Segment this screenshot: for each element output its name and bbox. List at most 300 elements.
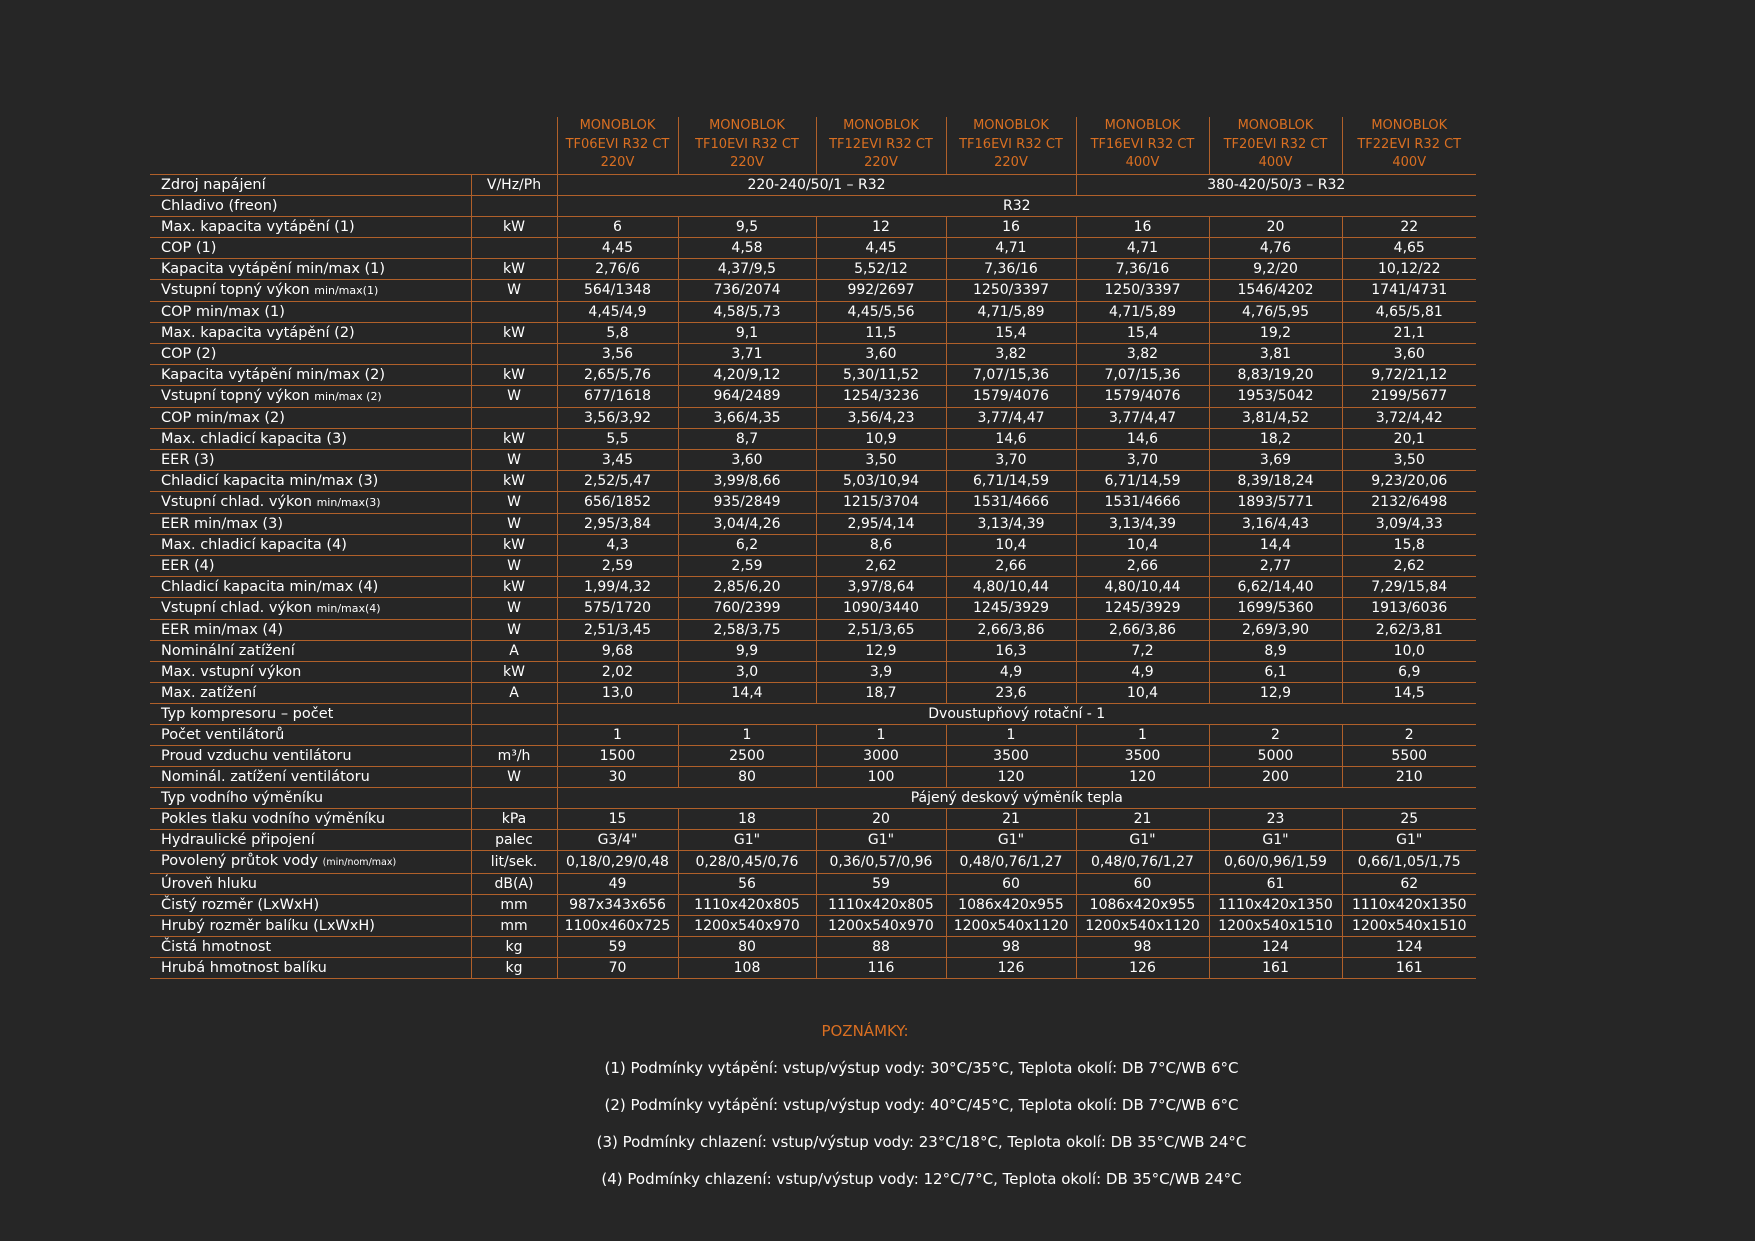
value-cell: 1250/3397: [1076, 279, 1209, 301]
row-label: [150, 279, 471, 301]
spec-row: [150, 619, 1476, 640]
value-cell: 1953/5042: [1209, 385, 1342, 407]
value-cell: 656/1852: [557, 491, 678, 513]
value-cell: 4,71/5,89: [1076, 301, 1209, 322]
row-unit: kPa: [471, 808, 557, 829]
header-unit-blank: [471, 117, 557, 174]
row-label-text: Vstupní chlad. výkon: [161, 599, 312, 616]
value-cell: 2,95/4,14: [816, 513, 946, 534]
value-cell: 4,58/5,73: [678, 301, 816, 322]
value-cell: 200: [1209, 766, 1342, 787]
value-cell: 5500: [1342, 745, 1476, 766]
row-label: [150, 322, 471, 343]
value-cell: 3,9: [816, 661, 946, 682]
row-label-text: Max. chladicí kapacita (3): [161, 430, 347, 447]
row-label-suffix: (min/nom/max): [322, 856, 397, 868]
value-cell: 0,48/0,76/1,27: [946, 850, 1076, 873]
value-cell: 10,9: [816, 428, 946, 449]
value-cell: 108: [678, 957, 816, 978]
value-cell: 4,45/5,56: [816, 301, 946, 322]
value-cell: 7,2: [1076, 640, 1209, 661]
value-cell: 4,58: [678, 237, 816, 258]
row-unit: kW: [471, 216, 557, 237]
value-cell: 1546/4202: [1209, 279, 1342, 301]
spec-row: [150, 936, 1476, 957]
value-cell: 3,60: [816, 343, 946, 364]
value-cell: 1200x540x970: [678, 915, 816, 936]
note-line: (2) Podmínky vytápění: vstup/výstup vody: 40°C/45°C, Teplota okolí: DB 7°C/WB 6°C: [604, 1096, 1239, 1114]
row-unit: W: [471, 766, 557, 787]
value-cell: 6: [557, 216, 678, 237]
value-cell: 1245/3929: [946, 597, 1076, 619]
row-label-text: COP (1): [161, 239, 217, 256]
value-cell: 3,70: [946, 449, 1076, 470]
row-label-text: Vstupní topný výkon: [161, 387, 310, 404]
value-cell: 1579/4076: [1076, 385, 1209, 407]
value-cell: G1": [1342, 829, 1476, 850]
spec-row: [150, 894, 1476, 915]
value-cell: 992/2697: [816, 279, 946, 301]
spec-row: [150, 407, 1476, 428]
model-header: MONOBLOK TF10EVI R32 CT 220V: [678, 117, 816, 174]
value-cell: 5000: [1209, 745, 1342, 766]
value-cell: 70: [557, 957, 678, 978]
value-cell: 6,62/14,40: [1209, 576, 1342, 597]
row-label: [150, 576, 471, 597]
value-cell: 59: [557, 936, 678, 957]
row-label-text: Počet ventilátorů: [161, 726, 285, 743]
row-label: [150, 174, 471, 195]
model-header: MONOBLOK TF16EVI R32 CT 400V: [1076, 117, 1209, 174]
value-cell: G1": [1209, 829, 1342, 850]
value-cell: 4,45/4,9: [557, 301, 678, 322]
value-cell: 677/1618: [557, 385, 678, 407]
value-cell: 2,52/5,47: [557, 470, 678, 491]
value-cell: 2,95/3,84: [557, 513, 678, 534]
value-cell: 7,29/15,84: [1342, 576, 1476, 597]
row-unit: kW: [471, 534, 557, 555]
value-cell: 49: [557, 873, 678, 894]
row-label-text: COP min/max (2): [161, 409, 285, 426]
value-cell: 1090/3440: [816, 597, 946, 619]
value-cell: 13,0: [557, 682, 678, 703]
value-cell: 4,20/9,12: [678, 364, 816, 385]
row-label-text: Chladicí kapacita min/max (4): [161, 578, 379, 595]
value-cell: 6,71/14,59: [946, 470, 1076, 491]
value-cell: 15,4: [946, 322, 1076, 343]
value-cell: G3/4": [557, 829, 678, 850]
value-cell: 736/2074: [678, 279, 816, 301]
value-cell: 20: [1209, 216, 1342, 237]
value-cell: 1254/3236: [816, 385, 946, 407]
value-cell: 4,9: [1076, 661, 1209, 682]
value-cell: 4,3: [557, 534, 678, 555]
row-unit: kW: [471, 428, 557, 449]
value-cell: 1579/4076: [946, 385, 1076, 407]
row-label: [150, 301, 471, 322]
value-cell: 3,04/4,26: [678, 513, 816, 534]
value-cell: 23,6: [946, 682, 1076, 703]
value-cell: 1200x540x970: [816, 915, 946, 936]
value-cell: 0,66/1,05/1,75: [1342, 850, 1476, 873]
row-label-text: Chladicí kapacita min/max (3): [161, 472, 379, 489]
value-cell: 1893/5771: [1209, 491, 1342, 513]
row-label: [150, 957, 471, 978]
row-label-text: Max. zatížení: [161, 684, 257, 701]
row-unit: W: [471, 491, 557, 513]
row-label-text: Vstupní chlad. výkon: [161, 493, 312, 510]
value-cell: 5,5: [557, 428, 678, 449]
value-cell: 3,50: [1342, 449, 1476, 470]
value-cell: 2,66: [1076, 555, 1209, 576]
spec-row: [150, 703, 1476, 724]
value-cell: 0,60/0,96/1,59: [1209, 850, 1342, 873]
value-cell: 1200x540x1120: [946, 915, 1076, 936]
value-cell: 1250/3397: [946, 279, 1076, 301]
value-cell: 6,71/14,59: [1076, 470, 1209, 491]
row-label-text: COP (2): [161, 345, 217, 362]
value-cell: 7,07/15,36: [1076, 364, 1209, 385]
value-cell: 2,69/3,90: [1209, 619, 1342, 640]
spec-row: [150, 850, 1476, 873]
row-label: [150, 555, 471, 576]
row-unit: kW: [471, 661, 557, 682]
value-cell: 3,81: [1209, 343, 1342, 364]
value-cell: 0,28/0,45/0,76: [678, 850, 816, 873]
value-cell: 4,80/10,44: [1076, 576, 1209, 597]
value-cell: 8,7: [678, 428, 816, 449]
value-cell: 5,03/10,94: [816, 470, 946, 491]
spec-row: [150, 364, 1476, 385]
spec-table: [150, 117, 1476, 979]
value-cell: 6,1: [1209, 661, 1342, 682]
value-cell: 935/2849: [678, 491, 816, 513]
spec-row: [150, 279, 1476, 301]
value-cell: 1086x420x955: [1076, 894, 1209, 915]
value-cell: 4,71: [946, 237, 1076, 258]
value-cell: 56: [678, 873, 816, 894]
row-unit: V/Hz/Ph: [471, 174, 557, 195]
value-cell: 15: [557, 808, 678, 829]
row-label-text: Čistá hmotnost: [161, 938, 272, 955]
note-line: (4) Podmínky chlazení: vstup/výstup vody: 12°C/7°C, Teplota okolí: DB 35°C/WB 24°C: [601, 1170, 1242, 1188]
header-label-blank: [150, 117, 471, 174]
value-cell: 9,2/20: [1209, 258, 1342, 279]
value-cell: 5,30/11,52: [816, 364, 946, 385]
value-cell: 1200x540x1120: [1076, 915, 1209, 936]
value-cell: 16,3: [946, 640, 1076, 661]
value-cell: 9,1: [678, 322, 816, 343]
notes-section: [0, 1021, 1730, 1206]
model-header: MONOBLOK TF06EVI R32 CT 220V: [557, 117, 678, 174]
spec-row: [150, 787, 1476, 808]
value-cell: 16: [1076, 216, 1209, 237]
value-cell: 3,72/4,42: [1342, 407, 1476, 428]
value-cell: 0,48/0,76/1,27: [1076, 850, 1209, 873]
row-label-text: Hrubá hmotnost balíku: [161, 959, 327, 976]
row-label: [150, 873, 471, 894]
value-cell: 9,72/21,12: [1342, 364, 1476, 385]
spec-table-body: [150, 174, 1476, 978]
spec-row: [150, 322, 1476, 343]
row-label: [150, 343, 471, 364]
value-cell: 1: [946, 724, 1076, 745]
value-cell: 62: [1342, 873, 1476, 894]
row-label: [150, 216, 471, 237]
spec-row: [150, 385, 1476, 407]
row-label: [150, 470, 471, 491]
spec-row: [150, 237, 1476, 258]
spec-row: [150, 174, 1476, 195]
value-cell: 3500: [1076, 745, 1209, 766]
row-unit: A: [471, 640, 557, 661]
value-cell: 1,99/4,32: [557, 576, 678, 597]
row-label: [150, 385, 471, 407]
row-label-text: Chladivo (freon): [161, 197, 278, 214]
value-cell: 21,1: [1342, 322, 1476, 343]
row-label: [150, 787, 471, 808]
row-unit: W: [471, 385, 557, 407]
row-unit: [471, 407, 557, 428]
row-unit: W: [471, 555, 557, 576]
row-unit: kW: [471, 322, 557, 343]
spec-row: [150, 258, 1476, 279]
value-cell: 760/2399: [678, 597, 816, 619]
row-unit: W: [471, 279, 557, 301]
row-label-suffix: min/max(3): [316, 495, 381, 509]
note-line: (3) Podmínky chlazení: vstup/výstup vody: 23°C/18°C, Teplota okolí: DB 35°C/WB 24°C: [596, 1133, 1247, 1151]
value-cell: 2132/6498: [1342, 491, 1476, 513]
value-cell: 3,99/8,66: [678, 470, 816, 491]
value-cell: 20,1: [1342, 428, 1476, 449]
row-label-text: EER (3): [161, 451, 215, 468]
spec-row: [150, 661, 1476, 682]
value-cell: 1110x420x1350: [1342, 894, 1476, 915]
value-cell: 1741/4731: [1342, 279, 1476, 301]
row-unit: kW: [471, 258, 557, 279]
row-unit: W: [471, 619, 557, 640]
value-cell: 9,68: [557, 640, 678, 661]
value-cell: 6,9: [1342, 661, 1476, 682]
value-cell: 4,80/10,44: [946, 576, 1076, 597]
spec-row: [150, 491, 1476, 513]
value-cell: G1": [946, 829, 1076, 850]
value-cell: 3,16/4,43: [1209, 513, 1342, 534]
row-label-suffix: min/max(1): [314, 283, 379, 297]
value-cell: 3,13/4,39: [946, 513, 1076, 534]
value-cell: 10,0: [1342, 640, 1476, 661]
value-cell: 2,62: [816, 555, 946, 576]
row-unit: [471, 237, 557, 258]
row-label: [150, 237, 471, 258]
value-cell: 0,36/0,57/0,96: [816, 850, 946, 873]
value-cell: 575/1720: [557, 597, 678, 619]
value-cell: 25: [1342, 808, 1476, 829]
value-cell: 2,62: [1342, 555, 1476, 576]
value-cell: 2,77: [1209, 555, 1342, 576]
value-cell: 14,4: [678, 682, 816, 703]
value-cell: 10,4: [1076, 682, 1209, 703]
value-cell: 98: [946, 936, 1076, 957]
value-cell: 4,71/5,89: [946, 301, 1076, 322]
spec-row: [150, 534, 1476, 555]
value-cell: 1200x540x1510: [1342, 915, 1476, 936]
value-cell: 3,60: [678, 449, 816, 470]
row-unit: m³/h: [471, 745, 557, 766]
merged-value-cell: 380-420/50/3 – R32: [1076, 174, 1476, 195]
value-cell: 60: [946, 873, 1076, 894]
spec-row: [150, 449, 1476, 470]
merged-value-cell: R32: [557, 195, 1476, 216]
value-cell: 1913/6036: [1342, 597, 1476, 619]
row-label-text: Pokles tlaku vodního výměníku: [161, 810, 386, 827]
value-cell: 8,6: [816, 534, 946, 555]
value-cell: 124: [1342, 936, 1476, 957]
row-unit: kg: [471, 957, 557, 978]
value-cell: 14,4: [1209, 534, 1342, 555]
notes-title: POZNÁMKY:: [821, 1022, 909, 1040]
value-cell: 1086x420x955: [946, 894, 1076, 915]
value-cell: 1110x420x805: [678, 894, 816, 915]
row-label: [150, 640, 471, 661]
value-cell: 4,65: [1342, 237, 1476, 258]
value-cell: 2,66/3,86: [1076, 619, 1209, 640]
value-cell: 88: [816, 936, 946, 957]
value-cell: 2,58/3,75: [678, 619, 816, 640]
value-cell: 1: [557, 724, 678, 745]
value-cell: 124: [1209, 936, 1342, 957]
value-cell: 4,76: [1209, 237, 1342, 258]
spec-row: [150, 724, 1476, 745]
value-cell: G1": [678, 829, 816, 850]
spec-row: [150, 216, 1476, 237]
value-cell: 15,4: [1076, 322, 1209, 343]
value-cell: 4,9: [946, 661, 1076, 682]
spec-row: [150, 470, 1476, 491]
row-unit: kW: [471, 364, 557, 385]
value-cell: 3,56/3,92: [557, 407, 678, 428]
row-label: [150, 766, 471, 787]
spec-row: [150, 766, 1476, 787]
spec-row: [150, 829, 1476, 850]
value-cell: 20: [816, 808, 946, 829]
value-cell: 564/1348: [557, 279, 678, 301]
row-label-text: Kapacita vytápění min/max (1): [161, 260, 386, 277]
row-label-text: Nominál. zatížení ventilátoru: [161, 768, 370, 785]
spec-row: [150, 915, 1476, 936]
row-label-suffix: min/max (2): [314, 389, 382, 403]
row-label: [150, 682, 471, 703]
value-cell: 98: [1076, 936, 1209, 957]
value-cell: 2199/5677: [1342, 385, 1476, 407]
value-cell: 3,66/4,35: [678, 407, 816, 428]
value-cell: 18,2: [1209, 428, 1342, 449]
row-label: [150, 745, 471, 766]
value-cell: 2,59: [557, 555, 678, 576]
spec-row: [150, 808, 1476, 829]
value-cell: 1531/4666: [1076, 491, 1209, 513]
value-cell: 2500: [678, 745, 816, 766]
model-header-row: [150, 117, 1476, 174]
row-label-text: Proud vzduchu ventilátoru: [161, 747, 352, 764]
value-cell: 3,97/8,64: [816, 576, 946, 597]
value-cell: 21: [946, 808, 1076, 829]
value-cell: 3,13/4,39: [1076, 513, 1209, 534]
row-label-text: Povolený průtok vody: [161, 852, 319, 869]
value-cell: 7,07/15,36: [946, 364, 1076, 385]
value-cell: 3,70: [1076, 449, 1209, 470]
value-cell: 3,56/4,23: [816, 407, 946, 428]
value-cell: 8,83/19,20: [1209, 364, 1342, 385]
spec-row: [150, 576, 1476, 597]
row-label-text: Čistý rozměr (LxWxH): [161, 896, 320, 913]
spec-row: [150, 957, 1476, 978]
value-cell: 987x343x656: [557, 894, 678, 915]
value-cell: 9,9: [678, 640, 816, 661]
value-cell: 126: [946, 957, 1076, 978]
row-label-text: Zdroj napájení: [161, 176, 266, 193]
value-cell: 11,5: [816, 322, 946, 343]
row-label-text: Vstupní topný výkon: [161, 281, 310, 298]
value-cell: 3,71: [678, 343, 816, 364]
row-label: [150, 936, 471, 957]
merged-value-cell: Dvoustupňový rotační - 1: [557, 703, 1476, 724]
value-cell: 3,81/4,52: [1209, 407, 1342, 428]
value-cell: 161: [1209, 957, 1342, 978]
row-unit: [471, 787, 557, 808]
row-label: [150, 195, 471, 216]
spec-row: [150, 428, 1476, 449]
row-unit: [471, 343, 557, 364]
spec-row: [150, 682, 1476, 703]
value-cell: 12,9: [816, 640, 946, 661]
value-cell: 2,76/6: [557, 258, 678, 279]
spec-row: [150, 745, 1476, 766]
value-cell: 2: [1209, 724, 1342, 745]
row-label: [150, 449, 471, 470]
value-cell: 1699/5360: [1209, 597, 1342, 619]
row-label: [150, 724, 471, 745]
value-cell: 16: [946, 216, 1076, 237]
value-cell: 1: [678, 724, 816, 745]
value-cell: 3,77/4,47: [946, 407, 1076, 428]
value-cell: 2,66: [946, 555, 1076, 576]
value-cell: 3,50: [816, 449, 946, 470]
merged-value-cell: 220-240/50/1 – R32: [557, 174, 1076, 195]
spec-row: [150, 343, 1476, 364]
value-cell: 61: [1209, 873, 1342, 894]
value-cell: 0,18/0,29/0,48: [557, 850, 678, 873]
value-cell: 8,9: [1209, 640, 1342, 661]
value-cell: 2,66/3,86: [946, 619, 1076, 640]
row-label-text: EER min/max (4): [161, 621, 283, 638]
value-cell: 2,51/3,65: [816, 619, 946, 640]
merged-value-cell: Pájený deskový výměník tepla: [557, 787, 1476, 808]
value-cell: G1": [816, 829, 946, 850]
row-label: [150, 915, 471, 936]
spec-row: [150, 195, 1476, 216]
value-cell: 2: [1342, 724, 1476, 745]
row-label: [150, 407, 471, 428]
row-label: [150, 661, 471, 682]
value-cell: 1531/4666: [946, 491, 1076, 513]
value-cell: 9,5: [678, 216, 816, 237]
spec-row: [150, 873, 1476, 894]
row-label: [150, 619, 471, 640]
row-label-text: Nominální zatížení: [161, 642, 295, 659]
model-header: MONOBLOK TF12EVI R32 CT 220V: [816, 117, 946, 174]
value-cell: 15,8: [1342, 534, 1476, 555]
